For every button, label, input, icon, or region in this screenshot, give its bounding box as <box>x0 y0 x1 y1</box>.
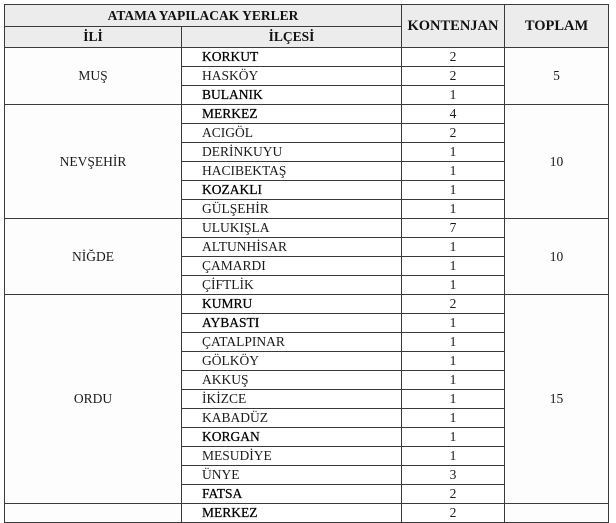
district-cell: AKKUŞ <box>182 371 402 390</box>
total-cell <box>505 504 609 523</box>
quota-cell: 1 <box>402 447 505 466</box>
district-cell: GÖLKÖY <box>182 352 402 371</box>
quota-cell: 1 <box>402 86 505 105</box>
quota-cell: 1 <box>402 181 505 200</box>
province-cell: MUŞ <box>5 48 182 105</box>
quota-cell: 2 <box>402 48 505 67</box>
district-cell: HASKÖY <box>182 67 402 86</box>
quota-cell: 2 <box>402 124 505 143</box>
quota-cell: 1 <box>402 162 505 181</box>
total-cell: 10 <box>505 219 609 295</box>
header-toplam: TOPLAM <box>505 5 609 48</box>
table-row <box>5 219 609 238</box>
district-cell: KUMRU <box>182 295 402 314</box>
quota-cell: 1 <box>402 333 505 352</box>
quota-cell: 3 <box>402 466 505 485</box>
quota-cell: 1 <box>402 314 505 333</box>
district-cell: KOZAKLI <box>182 181 402 200</box>
district-cell: KABADÜZ <box>182 409 402 428</box>
quota-cell: 2 <box>402 485 505 504</box>
district-cell: İKİZCE <box>182 390 402 409</box>
total-cell: 5 <box>505 48 609 105</box>
district-cell: ACIGÖL <box>182 124 402 143</box>
table-body <box>5 48 609 523</box>
quota-cell: 1 <box>402 409 505 428</box>
district-cell: FATSA <box>182 485 402 504</box>
assignment-table <box>4 4 609 523</box>
header-ilcesi: İLÇESİ <box>182 27 402 48</box>
table-row <box>5 504 609 523</box>
quota-cell: 2 <box>402 504 505 523</box>
district-cell: KORGAN <box>182 428 402 447</box>
district-cell: ÜNYE <box>182 466 402 485</box>
district-cell: MERKEZ <box>182 105 402 124</box>
header-atama-yapilacak-yerler: ATAMA YAPILACAK YERLER <box>5 5 402 27</box>
province-cell: ORDU <box>5 295 182 504</box>
header-ili: İLİ <box>5 27 182 48</box>
total-cell: 15 <box>505 295 609 504</box>
quota-cell: 1 <box>402 428 505 447</box>
district-cell: HACIBEKTAŞ <box>182 162 402 181</box>
quota-cell: 1 <box>402 276 505 295</box>
district-cell: KORKUT <box>182 48 402 67</box>
district-cell: MERKEZ <box>182 504 402 523</box>
district-cell: GÜLŞEHİR <box>182 200 402 219</box>
district-cell: ALTUNHİSAR <box>182 238 402 257</box>
district-cell: AYBASTI <box>182 314 402 333</box>
district-cell: ÇATALPINAR <box>182 333 402 352</box>
quota-cell: 1 <box>402 352 505 371</box>
table-header <box>5 5 609 48</box>
province-cell <box>5 504 182 523</box>
district-cell: ÇAMARDI <box>182 257 402 276</box>
quota-cell: 1 <box>402 257 505 276</box>
province-cell: NEVŞEHİR <box>5 105 182 219</box>
table-row <box>5 105 609 124</box>
district-cell: MESUDİYE <box>182 447 402 466</box>
quota-cell: 1 <box>402 238 505 257</box>
quota-cell: 2 <box>402 295 505 314</box>
quota-cell: 1 <box>402 371 505 390</box>
district-cell: ULUKIŞLA <box>182 219 402 238</box>
quota-cell: 1 <box>402 200 505 219</box>
quota-cell: 1 <box>402 390 505 409</box>
quota-cell: 1 <box>402 143 505 162</box>
quota-cell: 7 <box>402 219 505 238</box>
district-cell: BULANIK <box>182 86 402 105</box>
table-row <box>5 295 609 314</box>
total-cell: 10 <box>505 105 609 219</box>
table-row <box>5 48 609 67</box>
quota-cell: 2 <box>402 67 505 86</box>
district-cell: ÇİFTLİK <box>182 276 402 295</box>
quota-cell: 4 <box>402 105 505 124</box>
province-cell: NİĞDE <box>5 219 182 295</box>
district-cell: DERİNKUYU <box>182 143 402 162</box>
header-kontenjan: KONTENJAN <box>402 5 505 48</box>
